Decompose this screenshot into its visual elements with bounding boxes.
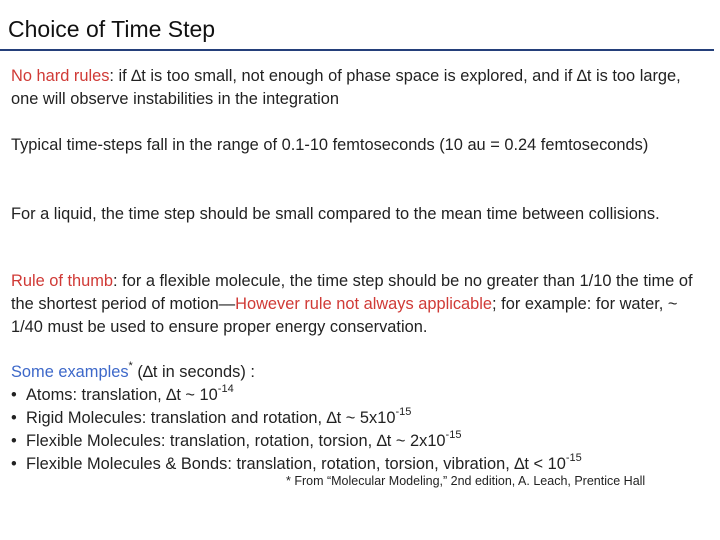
exponent: -15 [565, 452, 582, 464]
no-hard-rules-label: No hard rules [11, 67, 110, 85]
examples-section [11, 361, 711, 476]
rule-of-thumb-label: Rule of thumb [11, 272, 114, 290]
example-text: Flexible Molecules & Bonds: translation, rotation, torsion, vibration, ∆t < 10 [26, 455, 566, 473]
exponent: -15 [395, 406, 412, 418]
p1-text-c: is too large, one will observe instabilities in the integration [11, 67, 681, 108]
rule-warning-text: However rule not always applicable [235, 295, 493, 313]
list-item [11, 407, 711, 430]
list-item [11, 453, 711, 476]
rule-of-thumb-tail: ; for example: for water, ~ 1/40 must be used to ensure proper energy conservation. [11, 295, 678, 336]
paragraph-liquid: For a liquid, the time step should be small compared to the mean time between collisions. [11, 205, 660, 223]
example-text: Atoms: translation, ∆t ~ 10 [26, 386, 218, 404]
examples-label: Some examples [11, 363, 129, 381]
delta-t-symbol: ∆t [576, 67, 592, 85]
exponent: -15 [445, 429, 462, 441]
footnote: * From “Molecular Modeling,” 2nd edition, A. Leach, Prentice Hall [286, 474, 646, 488]
paragraph-rule-of-thumb [11, 270, 711, 339]
paragraph-typical-time-steps: Typical time-steps fall in the range of 0.1-10 femtoseconds (10 au = 0.24 femtoseconds) [11, 136, 649, 154]
list-item [11, 384, 711, 407]
list-item [11, 430, 711, 453]
examples-heading [11, 361, 711, 384]
delta-t-symbol: ∆t [131, 67, 146, 85]
title-divider [0, 49, 714, 51]
example-text: Rigid Molecules: translation and rotation, ∆t ~ 5x10 [26, 409, 396, 427]
bullet-icon: • [11, 409, 17, 427]
example-text: Flexible Molecules: translation, rotation, torsion, ∆t ~ 2x10 [26, 432, 446, 450]
examples-units: (∆t in seconds) : [132, 363, 255, 381]
p1-text-b: is too small, not enough of phase space is explored, and if [145, 67, 577, 85]
rule-of-thumb-text: : for a flexible molecule, the time step should be no greater than 1/10 the time of the shortest period of motion— [11, 272, 693, 313]
footnote-marker: * [128, 360, 133, 372]
bullet-icon: • [11, 432, 17, 450]
slide-title: Choice of Time Step [8, 16, 216, 42]
paragraph-no-hard-rules [11, 65, 711, 111]
p1-text-a: : if [109, 67, 132, 85]
exponent: -14 [217, 383, 234, 395]
bullet-icon: • [11, 455, 17, 473]
bullet-icon: • [11, 386, 17, 404]
